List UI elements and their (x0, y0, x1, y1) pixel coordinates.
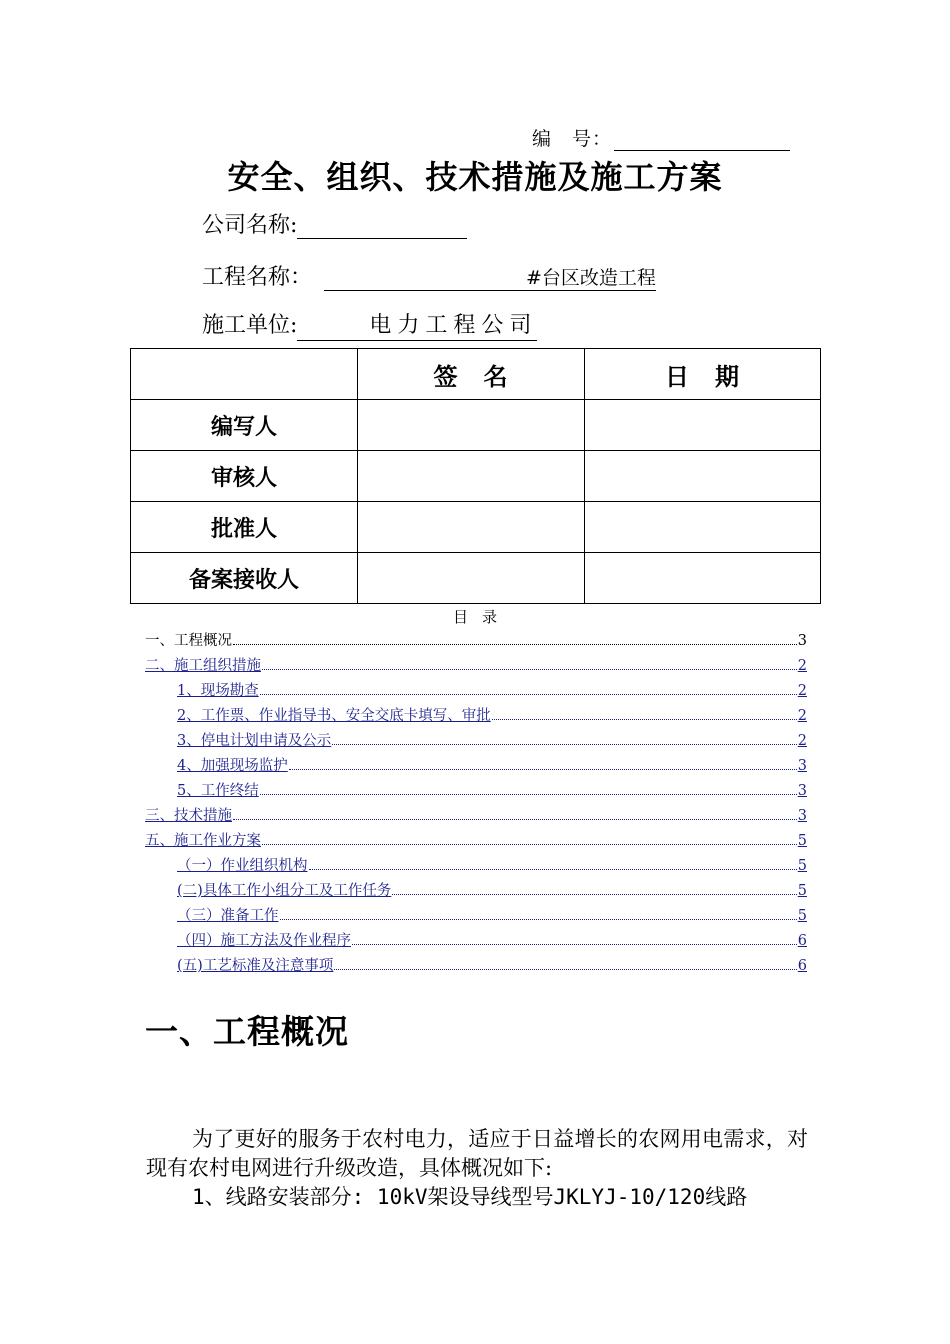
table-row (131, 502, 821, 553)
toc-item-title: （三）准备工作 (177, 908, 279, 924)
toc-item[interactable] (145, 828, 807, 853)
toc-item-page: 5 (797, 883, 807, 899)
date-cell[interactable] (585, 553, 821, 604)
toc-leader-dots (334, 953, 796, 970)
serial-number-label: 编 号： (532, 128, 613, 150)
toc-leader-dots (260, 678, 797, 695)
table-row (131, 400, 821, 451)
toc-item-title: 1、现场勘查 (177, 683, 259, 699)
toc-item-page: 3 (797, 758, 807, 774)
toc-item-page: 6 (797, 933, 807, 949)
toc-item-page: 3 (797, 633, 807, 649)
signature-cell[interactable] (358, 451, 585, 502)
toc-item[interactable] (145, 928, 807, 953)
toc-leader-dots (392, 878, 796, 895)
toc-item[interactable] (145, 778, 807, 803)
toc-leader-dots (309, 853, 797, 870)
document-title: 安全、组织、技术措施及施工方案 (227, 158, 723, 196)
toc-item-title: 二、施工组织措施 (145, 658, 261, 674)
toc-item[interactable] (145, 953, 807, 978)
header-blank-cell (131, 349, 358, 400)
company-name-value[interactable] (297, 214, 467, 239)
toc-leader-dots (492, 703, 797, 720)
signature-table (130, 348, 821, 604)
overview-paragraph: 为了更好的服务于农村电力，适应于日益增长的农网用电需求，对现有农村电网进行升级改造，具体概况如下: (146, 1127, 808, 1180)
toc-leader-dots (280, 903, 797, 920)
toc-item-title: （四）施工方法及作业程序 (177, 933, 351, 949)
date-header: 日 期 (585, 349, 821, 400)
signature-cell[interactable] (358, 400, 585, 451)
date-cell[interactable] (585, 451, 821, 502)
toc-item-page: 3 (797, 783, 807, 799)
toc-item[interactable] (145, 853, 807, 878)
row-label-filing-recipient: 备案接收人 (131, 553, 358, 604)
toc-leader-dots (289, 753, 797, 770)
toc-item-title: 一、工程概况 (145, 633, 232, 649)
row-label-approver: 批准人 (131, 502, 358, 553)
toc-leader-dots (332, 728, 797, 745)
project-name-value[interactable]: #台区改造工程 (324, 266, 656, 291)
construction-unit-field (202, 308, 537, 341)
toc-item-title: (二)具体工作小组分工及工作任务 (177, 883, 392, 899)
table-row (131, 451, 821, 502)
toc-item[interactable] (145, 903, 807, 928)
toc-item-title: 3、停电计划申请及公示 (177, 733, 332, 749)
toc-item-page: 2 (797, 708, 807, 724)
serial-number-blank[interactable] (614, 130, 790, 151)
construction-unit-label: 施工单位: (202, 313, 298, 338)
toc-item[interactable] (145, 678, 807, 703)
toc-item[interactable] (145, 728, 807, 753)
toc-leader-dots (352, 928, 797, 945)
toc-leader-dots (260, 778, 797, 795)
construction-unit-value[interactable]: 电力工程公司 (297, 312, 537, 341)
toc-item-page: 2 (797, 658, 807, 674)
company-name-field (202, 208, 467, 239)
section-heading-overview: 一、工程概况 (145, 1012, 349, 1051)
toc-leader-dots (262, 828, 797, 845)
toc-item[interactable] (145, 653, 807, 678)
toc-item-page: 2 (797, 683, 807, 699)
toc-item-page: 5 (797, 858, 807, 874)
toc-item[interactable] (145, 703, 807, 728)
company-name-label: 公司名称: (202, 213, 298, 238)
row-label-reviewer: 审核人 (131, 451, 358, 502)
toc-item-title: 5、工作终结 (177, 783, 259, 799)
toc-item[interactable] (145, 803, 807, 828)
toc-leader-dots (233, 803, 797, 820)
section-body (146, 1125, 808, 1212)
project-name-label: 工程名称： (202, 265, 313, 290)
toc-item-title: 五、施工作业方案 (145, 833, 261, 849)
toc-item[interactable] (145, 753, 807, 778)
signature-cell[interactable] (358, 502, 585, 553)
toc-item-title: 三、技术措施 (145, 808, 232, 824)
toc-item-page: 6 (797, 958, 807, 974)
toc-item (145, 628, 807, 653)
toc-item-title: 2、工作票、作业指导书、安全交底卡填写、审批 (177, 708, 491, 724)
toc-item-title: （一）作业组织机构 (177, 858, 308, 874)
toc-item-page: 2 (797, 733, 807, 749)
toc-item-title: (五)工艺标准及注意事项 (177, 958, 334, 974)
toc-item-page: 5 (797, 833, 807, 849)
toc-item[interactable] (145, 878, 807, 903)
date-cell[interactable] (585, 502, 821, 553)
signature-table-header (131, 349, 821, 400)
table-row (131, 553, 821, 604)
row-label-author: 编写人 (131, 400, 358, 451)
line-install-paragraph: 1、线路安装部分: 10kV架设导线型号JKLYJ-10/120线路 (192, 1185, 748, 1209)
toc-title: 目录 (452, 608, 511, 626)
table-of-contents (145, 628, 807, 978)
toc-item-page: 5 (797, 908, 807, 924)
toc-leader-dots (233, 628, 797, 645)
signature-cell[interactable] (358, 553, 585, 604)
serial-number-field (532, 124, 790, 151)
date-cell[interactable] (585, 400, 821, 451)
signature-header: 签 名 (358, 349, 585, 400)
toc-leader-dots (262, 653, 797, 670)
project-name-field (202, 260, 656, 291)
toc-item-title: 4、加强现场监护 (177, 758, 288, 774)
toc-item-page: 3 (797, 808, 807, 824)
